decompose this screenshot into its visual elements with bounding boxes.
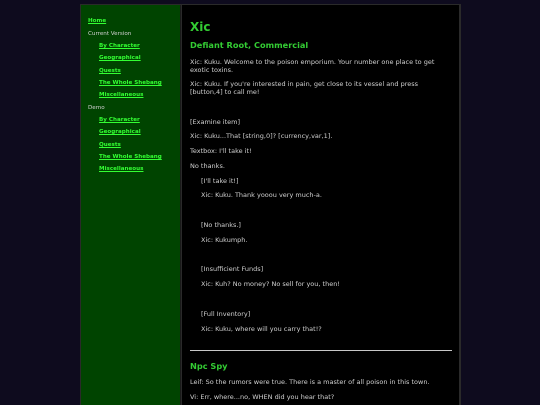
dialogue-line: Vi: Err, where...no, WHEN did you hear that? [190,393,335,401]
nav-demo-whole-shebang-link[interactable]: The Whole Shebang [99,154,162,160]
dialogue-line: Textbox: I'll take it! [190,147,252,155]
nav-cv-miscellaneous-link[interactable]: Miscellaneous [99,92,144,98]
dialogue-line: Xic: Kukumph. [201,236,248,244]
dialogue-line: Xic: Kuh? No money? No sell for you, then! [201,280,340,288]
nav-demo-label: Demo [88,105,105,111]
nav-cv-whole-shebang-link[interactable]: The Whole Shebang [99,80,162,86]
page-title: Xic [190,20,211,34]
dialogue-line: Xic: Kuku. If you're interested in pain, get close to its vessel and press [button,4] to call me! [190,80,419,97]
dialogue-line: Xic: Kuku. Thank yooou very much-a. [201,191,322,199]
nav-demo-miscellaneous-link[interactable]: Miscellaneous [99,166,144,172]
section-divider [190,350,452,351]
nav-demo-quests-link[interactable]: Quests [99,142,121,148]
section-heading-defiant-root: Defiant Root, Commercial [190,40,309,50]
dialogue-option: [I'll take it!] [201,177,239,185]
nav-cv-geographical-link[interactable]: Geographical [99,55,141,61]
dialogue-line: Xic: Kuku, where will you carry that!? [201,325,322,333]
nav-current-version-label: Current Version [88,31,132,37]
nav-cv-by-character-link[interactable]: By Character [99,43,140,49]
section-heading-npc-spy: Npc Spy [190,361,228,371]
page-frame [80,4,461,405]
dialogue-line: Xic: Kuku. Welcome to the poison emporium. Your number one place to get exotic toxins. [190,58,435,75]
dialogue-line: No thanks. [190,162,225,170]
dialogue-line: [Examine item] [190,118,241,126]
dialogue-option: [Full Inventory] [201,310,251,318]
nav-cv-quests-link[interactable]: Quests [99,68,121,74]
dialogue-option: [No thanks.] [201,221,241,229]
nav-demo-by-character-link[interactable]: By Character [99,117,140,123]
sidebar [81,5,181,405]
dialogue-option: [Insufficient Funds] [201,265,264,273]
nav-demo-geographical-link[interactable]: Geographical [99,129,141,135]
dialogue-line: Leif: So the rumors were true. There is a master of all poison in this town. [190,378,430,386]
main-content [182,5,459,405]
dialogue-line: Xic: Kuku...That [string,0]? [currency,var,1]. [190,132,333,140]
nav-home-link[interactable]: Home [88,18,107,24]
